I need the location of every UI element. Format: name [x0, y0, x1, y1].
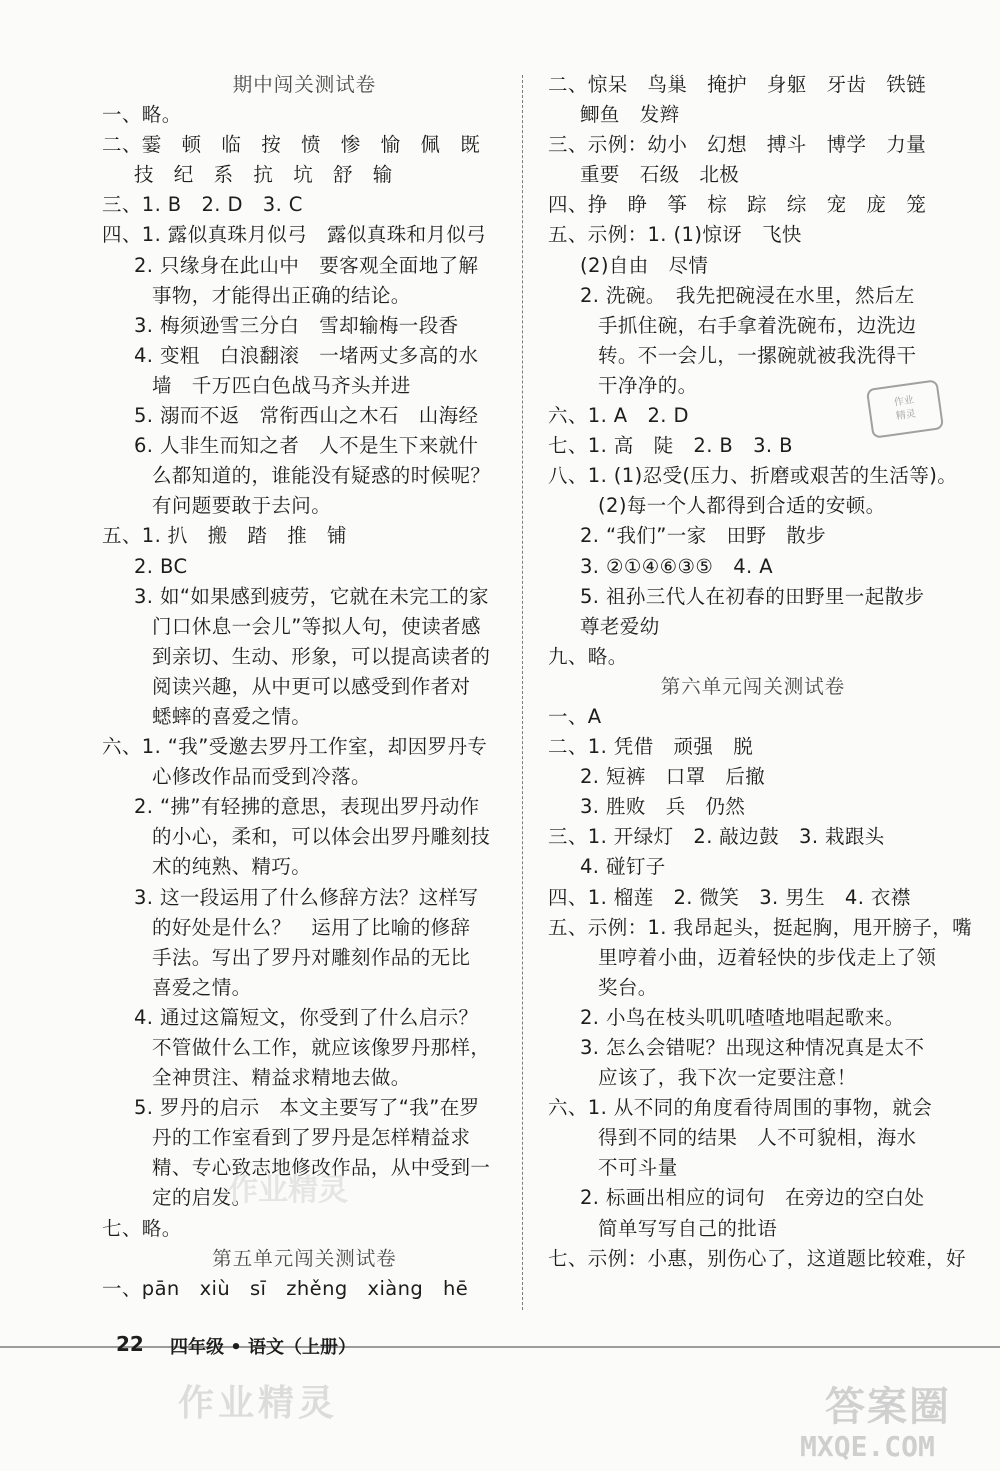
answer-line: 2. 只缘身在此山中 要客观全面地了解 — [134, 253, 479, 277]
answer-line: 2. 小鸟在枝头叽叽喳喳地唱起歌来。 — [580, 1005, 905, 1029]
answer-line: 三、1. B 2. D 3. C — [102, 193, 303, 217]
answer-line: 一、A — [548, 704, 602, 728]
answer-line: 里哼着小曲，迈着轻快的步伐走上了领 — [598, 945, 937, 969]
answer-line: 五、1. 扒 搬 踏 推 铺 — [102, 524, 347, 548]
answer-line: 到亲切、生动、形象，可以提高读者的 — [152, 644, 491, 668]
answer-line: 七、1. 高 陡 2. B 3. B — [548, 434, 793, 458]
answer-line: 二、1. 凭借 顽强 脱 — [548, 735, 754, 759]
answer-line: 六、1. “我”受邀去罗丹工作室，却因罗丹专 — [102, 735, 488, 759]
answer-line: 2. 洗碗。 我先把碗浸在水里，然后左 — [580, 283, 915, 307]
answer-line: 3. 怎么会错呢？出现这种情况真是太不 — [580, 1036, 925, 1059]
answer-line: 得到不同的结果 人不可貌相，海水 — [598, 1126, 917, 1150]
stamp-seal — [866, 379, 944, 439]
section-heading: 第五单元闯关测试卷 — [212, 1246, 397, 1270]
answer-line: 2. BC — [134, 554, 188, 578]
page-footer — [0, 1330, 1000, 1370]
answer-line: 七、示例：小惠，别伤心了，这道题比较难，好 — [548, 1246, 966, 1270]
stamp-text-1: 作业 — [893, 394, 915, 409]
answer-line: 转。不一会儿，一摞碗就被我洗得干 — [598, 343, 917, 367]
answer-line: 的小心，柔和，可以体会出罗丹雕刻技 — [152, 825, 491, 849]
answer-line: 有问题要敢于去问。 — [152, 494, 332, 518]
answer-line: 全神贯注、精益求精地去做。 — [152, 1066, 411, 1090]
answer-line: 5. 祖孙三代人在初春的田野里一起散步 — [580, 584, 925, 608]
answer-line: 3. 梅须逊雪三分白 雪却输梅一段香 — [134, 313, 459, 337]
answer-line: 不管做什么工作，就应该像罗丹那样， — [152, 1036, 491, 1059]
answer-line: 四、1. 露似真珠月似弓 露似真珠和月似弓 — [102, 223, 487, 247]
answer-line: 喜爱之情。 — [152, 975, 252, 999]
answer-line: 4. 变粗 白浪翻滚 一堵两丈多高的水 — [134, 343, 479, 367]
answer-line: 八、1. (1)忍受(压力、折磨或艰苦的生活等)。 — [548, 464, 958, 488]
answer-line: 九、略。 — [548, 644, 628, 668]
answer-line: 2. 短裤 口罩 后撤 — [580, 765, 766, 789]
answer-line: 事物，才能得出正确的结论。 — [152, 283, 411, 307]
answer-line: 6. 人非生而知之者 人不是生下来就什 — [134, 434, 479, 458]
watermark-brand: 作业精灵 — [178, 1383, 339, 1424]
answer-line: 七、略。 — [102, 1216, 182, 1240]
left-column — [102, 70, 507, 1304]
answer-line: 五、示例：1. 我昂起头，挺起胸，甩开膀子，嘴 — [548, 915, 973, 939]
right-column — [548, 70, 973, 1274]
answer-line: 么都知道的，谁能没有疑惑的时候呢？ — [152, 464, 491, 488]
answer-line: 五、示例：1. (1)惊讶 飞快 — [548, 223, 802, 247]
answer-line: 技 纪 系 抗 坑 舒 输 — [134, 163, 393, 187]
answer-line: 门口休息一会儿”等拟人句，使读者感 — [152, 614, 481, 638]
answer-line: 奖台。 — [598, 975, 658, 999]
answer-line: 心修改作品而受到冷落。 — [152, 765, 371, 789]
answer-line: 4. 通过这篇短文，你受到了什么启示？ — [134, 1005, 479, 1029]
answer-line: 二、惊呆 鸟巢 掩护 身躯 牙齿 铁链 — [548, 73, 927, 96]
footer-rule — [0, 1346, 1000, 1348]
answer-line: 二、霎 顿 临 按 愤 惨 愉 佩 既 — [102, 133, 481, 157]
answer-line: 3. ②①④⑥③⑤ 4. A — [580, 554, 773, 578]
answer-line: 一、pān xiù sī zhěng xiàng hē — [102, 1276, 469, 1300]
section-heading: 期中闯关测试卷 — [232, 73, 377, 96]
watermark-url: MXQE.COM — [800, 1430, 935, 1463]
answer-line: 蟋蟀的喜爱之情。 — [152, 704, 312, 728]
answer-line: 简单写写自己的批语 — [598, 1216, 778, 1240]
answer-line: 干净净的。 — [598, 373, 698, 397]
watermark-logo: 答案圈 — [825, 1384, 951, 1430]
answer-line: 手法。写出了罗丹对雕刻作品的无比 — [152, 945, 471, 969]
answer-line: 4. 碰钉子 — [580, 855, 666, 879]
section-heading: 第六单元闯关测试卷 — [660, 674, 846, 698]
answer-line: 三、1. 开绿灯 2. 敲边鼓 3. 栽跟头 — [548, 825, 885, 849]
page-number: 22 — [116, 1332, 144, 1356]
answer-line: (2)每一个人都得到合适的安顿。 — [598, 494, 886, 518]
answer-line: 鲫鱼 发辫 — [580, 103, 680, 127]
answer-line: 术的纯熟、精巧。 — [152, 855, 312, 879]
answer-line: 尊老爱幼 — [580, 614, 660, 638]
answer-line: 手抓住碗，右手拿着洗碗布，边洗边 — [598, 313, 917, 337]
answer-line: 六、1. 从不同的角度看待周围的事物，就会 — [548, 1096, 933, 1120]
answer-line: 3. 如“如果感到疲劳，它就在未完工的家 — [134, 584, 489, 608]
answer-line: (2)自由 尽情 — [580, 253, 709, 277]
answer-line: 重要 石级 北极 — [580, 163, 740, 187]
book-title: 四年级 • 语文（上册） — [170, 1337, 357, 1358]
answer-line: 丹的工作室看到了罗丹是怎样精益求 — [152, 1126, 471, 1150]
answer-line: 六、1. A 2. D — [548, 404, 689, 428]
answer-line: 3. 这一段运用了什么修辞方法？这样写 — [134, 885, 479, 909]
answer-line: 5. 溺而不返 常衔西山之木石 山海经 — [134, 404, 479, 428]
answer-line: 精、专心致志地修改作品，从中受到一 — [152, 1156, 491, 1180]
answer-line: 定的启发。 — [152, 1186, 252, 1210]
answer-line: 3. 胜败 兵 仍然 — [580, 795, 746, 819]
answer-line: 的好处是什么？ 运用了比喻的修辞 — [152, 915, 471, 939]
answer-line: 不可斗量 — [598, 1156, 678, 1180]
answer-line: 三、示例：幼小 幻想 搏斗 博学 力量 — [548, 133, 927, 157]
answer-line: 2. 标画出相应的词句 在旁边的空白处 — [580, 1186, 925, 1210]
watermark-mid: 作业精灵 — [228, 1173, 348, 1208]
answer-line: 2. “拂”有轻拂的意思，表现出罗丹动作 — [134, 795, 480, 819]
answer-line: 墙 千万匹白色战马齐头并进 — [152, 373, 411, 397]
column-divider — [522, 75, 523, 1310]
answer-line: 四、1. 榴莲 2. 微笑 3. 男生 4. 衣襟 — [548, 885, 911, 909]
answer-line: 5. 罗丹的启示 本文主要写了“我”在罗 — [134, 1096, 480, 1120]
stamp-text-2: 精灵 — [895, 408, 917, 423]
answer-line: 阅读兴趣，从中更可以感受到作者对 — [152, 674, 471, 698]
answer-line: 一、略。 — [102, 103, 182, 127]
answer-line: 2. “我们”一家 田野 散步 — [580, 524, 827, 548]
answer-line: 四、挣 睁 筝 棕 踪 综 宠 庞 笼 — [548, 193, 927, 217]
answer-line: 应该了，我下次一定要注意！ — [598, 1066, 857, 1090]
